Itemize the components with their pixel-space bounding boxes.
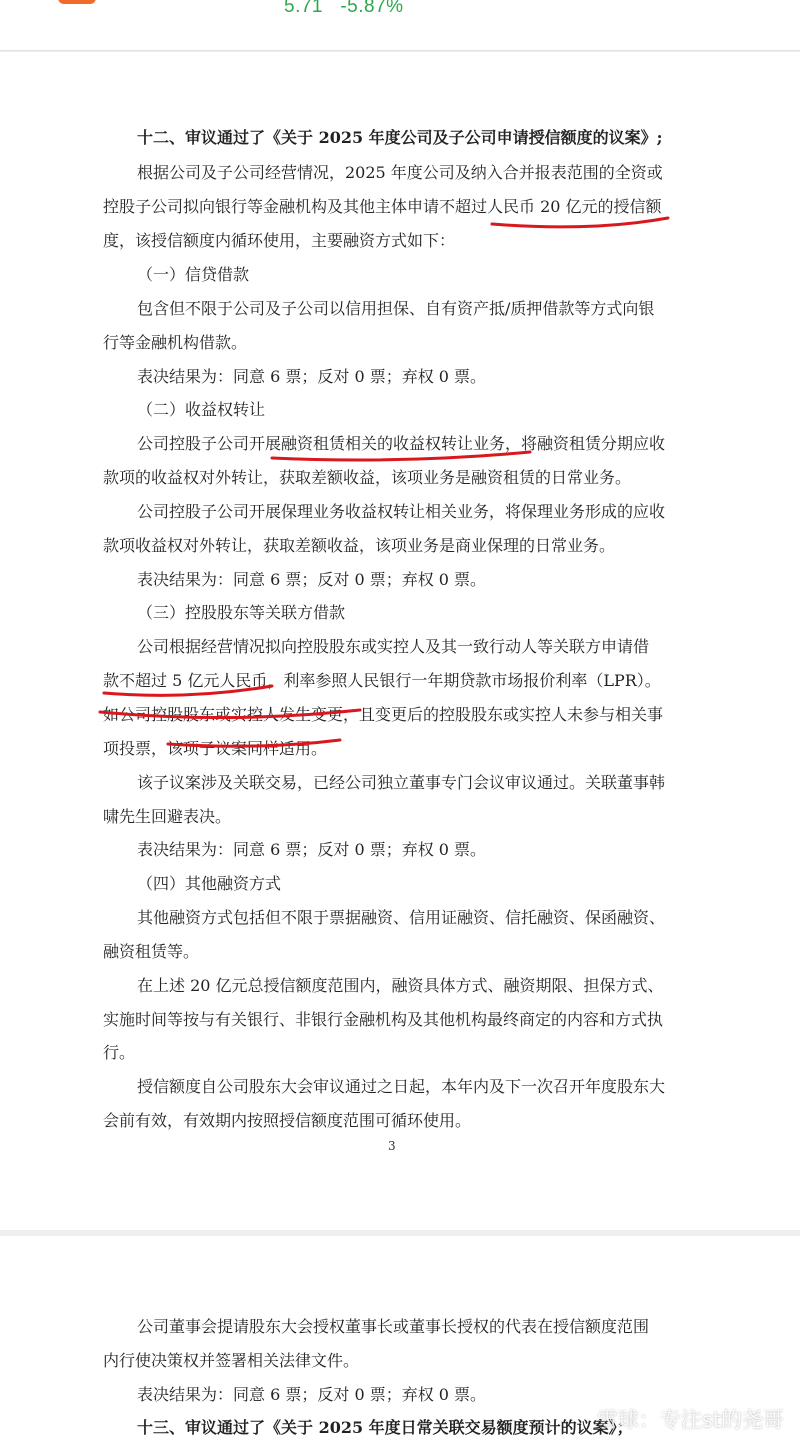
paragraph-line: 行等金融机构借款。 [103,333,248,352]
paragraph-line: 公司董事会提请股东大会授权董事长或董事长授权的代表在授信额度范围 [137,1317,650,1336]
paragraph-line: 啸先生回避表决。 [103,807,232,826]
paragraph-line: 公司根据经营情况拟向控股股东或实控人及其一致行动人等关联方申请借 [137,637,650,656]
paragraph-line: 在上述 20 亿元总授信额度范围内，融资具体方式、融资期限、担保方式、 [137,976,664,995]
paragraph-line: 包含但不限于公司及子公司以信用担保、自有资产抵/质押借款等方式向银 [137,299,655,318]
paragraph-line: 融资租赁等。 [103,942,200,961]
stock-price: 5.71 [284,0,323,17]
app-top-bar [0,0,800,51]
vote-result: 表决结果为：同意 6 票；反对 0 票；弃权 0 票。 [137,570,487,589]
watermark: 雪球：专注st的尧哥 [596,1408,784,1432]
section-heading: 十二、审议通过了《关于 2025 年度公司及子公司申请授信额度的议案》; [137,128,663,147]
paragraph-line: 授信额度自公司股东大会审议通过之日起，本年内及下一次召开年度股东大 [137,1077,666,1096]
paragraph-line: 行。 [103,1043,136,1062]
page-number: 3 [388,1139,396,1153]
paragraph-line: 如公司控股股东或实控人发生变更，且变更后的控股股东或实控人未参与相关事 [103,705,664,724]
subsection-heading: （二）收益权转让 [137,400,266,419]
paragraph-line: 根据公司及子公司经营情况，2025 年度公司及纳入合并报表范围的全资或 [137,163,663,182]
paragraph-line: 度，该授信额度内循环使用，主要融资方式如下： [103,231,456,250]
subsection-heading: （四）其他融资方式 [137,874,282,893]
subsection-heading: （三）控股股东等关联方借款 [137,603,346,622]
paragraph-line: 控股子公司拟向银行等金融机构及其他主体申请不超过人民币 20 亿元的授信额 [103,197,662,216]
section-heading: 十三、审议通过了《关于 2025 年度日常关联交易额度预计的议案》； [137,1418,633,1437]
paragraph-line: 公司控股子公司开展融资租赁相关的收益权转让业务，将融资租赁分期应收 [137,434,666,453]
paragraph-line: 公司控股子公司开展保理业务收益权转让相关业务，将保理业务形成的应收 [137,502,666,521]
vote-result: 表决结果为：同意 6 票；反对 0 票；弃权 0 票。 [137,1385,487,1404]
paragraph-line: 款项收益权对外转让，获取差额收益，该项业务是商业保理的日常业务。 [103,536,616,555]
paragraph-line: 实施时间等按与有关银行、非银行金融机构及其他机构最终商定的内容和方式执 [103,1010,664,1029]
paragraph-line: 项投票，该项子议案同样适用。 [103,739,328,758]
paragraph-line: 款项的收益权对外转让，获取差额收益，该项业务是融资租赁的日常业务。 [103,468,632,487]
paragraph-line: 内行使决策权并签署相关法律文件。 [103,1351,360,1370]
document-page [0,52,800,1230]
subsection-heading: （一）信贷借款 [137,265,250,284]
vote-result: 表决结果为：同意 6 票；反对 0 票；弃权 0 票。 [137,367,487,386]
paragraph-line: 款不超过 5 亿元人民币，利率参照人民银行一年期贷款市场报价利率（LPR）。 [103,671,661,690]
paragraph-line: 其他融资方式包括但不限于票据融资、信用证融资、信托融资、保函融资、 [137,908,666,927]
stock-change: -5.87% [340,0,404,17]
vote-result: 表决结果为：同意 6 票；反对 0 票；弃权 0 票。 [137,840,487,859]
paragraph-line: 该子议案涉及关联交易，已经公司独立董事专门会议审议通过。关联董事韩 [137,773,666,792]
stock-quote [284,0,404,18]
app-badge-icon[interactable] [58,0,96,4]
paragraph-line: 会前有效，有效期内按照授信额度范围可循环使用。 [103,1111,472,1130]
